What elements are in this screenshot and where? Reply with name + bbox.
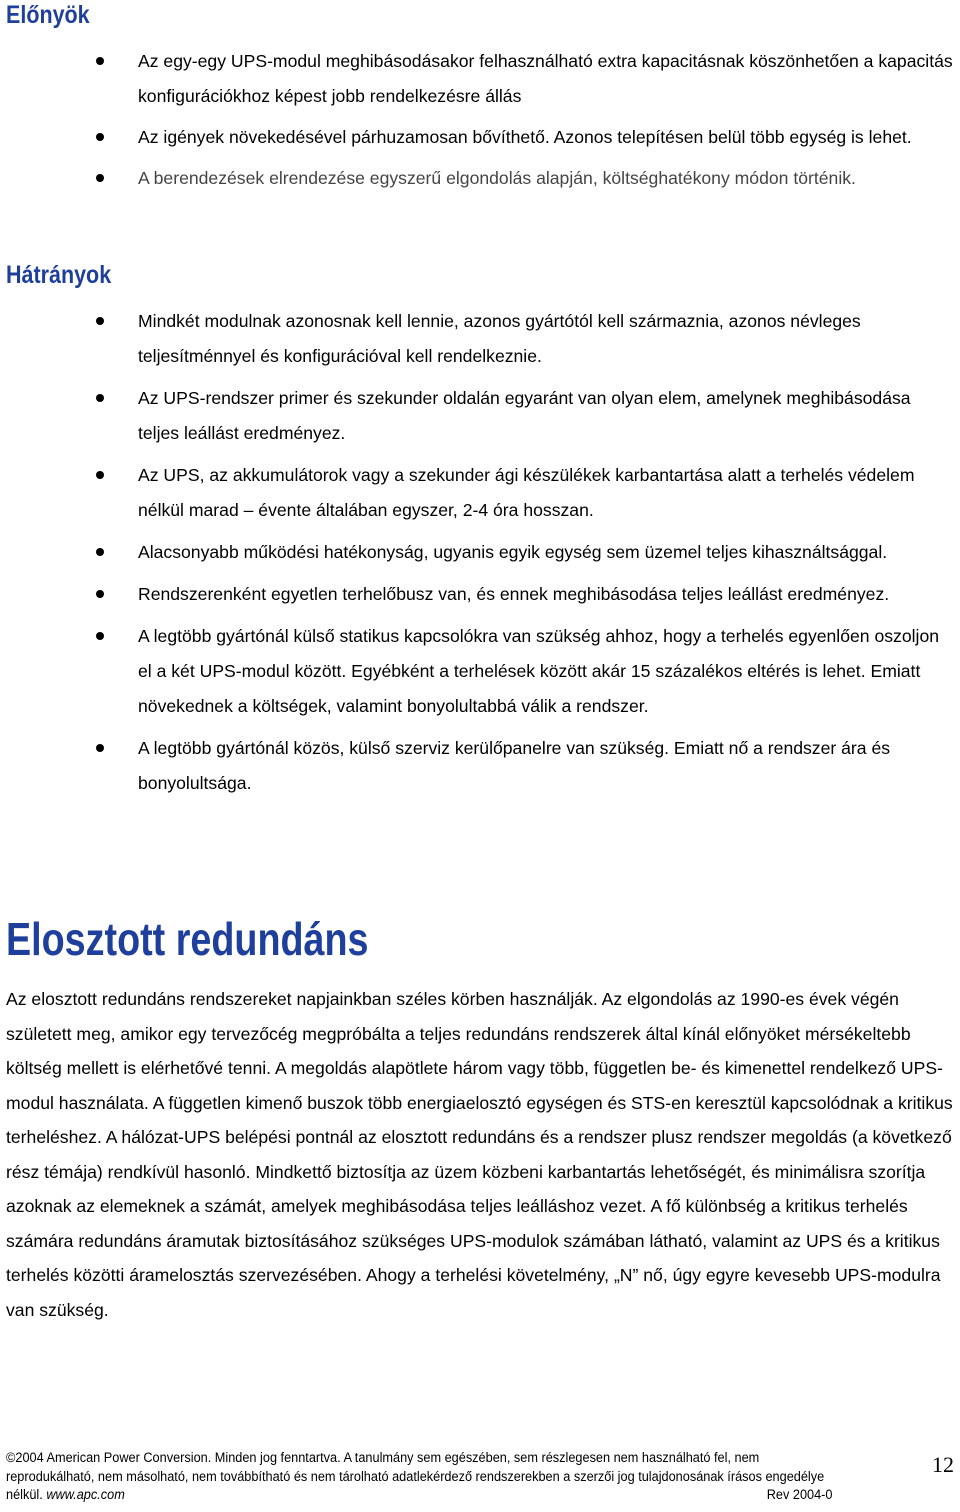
bullet-icon bbox=[96, 174, 104, 182]
bullet-icon bbox=[96, 632, 104, 640]
section-heading: Elosztott redundáns bbox=[6, 913, 369, 965]
bullet-icon bbox=[96, 548, 104, 556]
list-item bbox=[0, 619, 960, 724]
list-item bbox=[0, 44, 960, 114]
website-link[interactable]: www.apc.com bbox=[46, 1487, 125, 1502]
disadvantages-list bbox=[0, 304, 960, 801]
list-item bbox=[0, 458, 960, 528]
advantages-list bbox=[0, 44, 960, 196]
copyright-text: 2004 American Power Conversion. Minden jog fenntartva. A tanulmány sem egészében, sem részlegesen nem használható fel, nem reprodukálható, nem másolható, nem továbbítható és nem tárolható adatlekérdező rendszerekben a szerzői jog tulajdonosának írásos engedélye nélkül. bbox=[6, 1450, 825, 1502]
bullet-icon bbox=[96, 744, 104, 752]
bullet-icon bbox=[96, 394, 104, 402]
bullet-icon bbox=[96, 57, 104, 65]
list-item-text: A legtöbb gyártónál közös, külső szerviz kerülőpanelre van szükség. Emiatt nő a rendszer ára és bonyolultsága. bbox=[138, 738, 891, 793]
disadvantages-heading: Hátrányok bbox=[6, 261, 112, 289]
list-item bbox=[0, 577, 960, 612]
bullet-icon bbox=[96, 133, 104, 141]
list-item bbox=[0, 381, 960, 451]
list-item-text: Az egy-egy UPS-modul meghibásodásakor felhasználható extra kapacitásnak köszönhetően a kapacitás konfigurációkhoz képest jobb rendelkezésre állás bbox=[138, 51, 953, 106]
list-item-text: A legtöbb gyártónál külső statikus kapcsolókra van szükség ahhoz, hogy a terhelés egyenlően oszoljon el a két UPS-modul között. Egyébként a terhelések között akár 15 százalékos eltérés is lehet. Emiatt növekednek a költségek, valamint bonyolultabbá válik a rendszer. bbox=[138, 626, 940, 716]
list-item-text: Az UPS, az akkumulátorok vagy a szekunder ági készülékek karbantartása alatt a terhelés védelem nélkül marad – évente általában egyszer, 2-4 óra hosszan. bbox=[138, 465, 915, 520]
list-item-text: Az UPS-rendszer primer és szekunder oldalán egyaránt van olyan elem, amelynek meghibásodása teljes leállást eredményez. bbox=[138, 388, 911, 443]
bullet-icon bbox=[96, 471, 104, 479]
advantages-heading: Előnyök bbox=[6, 1, 90, 29]
list-item-text: Az igények növekedésével párhuzamosan bővíthető. Azonos telepítésen belül több egység is lehet. bbox=[138, 127, 912, 147]
list-item bbox=[0, 161, 960, 196]
list-item-text: Rendszerenként egyetlen terhelőbusz van, és ennek meghibásodása teljes leállást eredményez. bbox=[138, 584, 890, 604]
list-item bbox=[0, 535, 960, 570]
revision-text: Rev 2004-0 bbox=[766, 1487, 833, 1502]
list-item bbox=[0, 120, 960, 155]
bullet-icon bbox=[96, 590, 104, 598]
list-item bbox=[0, 304, 960, 374]
list-item bbox=[0, 731, 960, 801]
bullet-icon bbox=[96, 317, 104, 325]
list-item-text: A berendezések elrendezése egyszerű elgondolás alapján, költséghatékony módon történik. bbox=[138, 168, 856, 188]
page-number: 12 bbox=[932, 1452, 954, 1477]
list-item-text: Alacsonyabb működési hatékonyság, ugyanis egyik egység sem üzemel teljes kihasználtsággal. bbox=[138, 542, 888, 562]
footer bbox=[6, 1449, 833, 1505]
body-paragraph: Az elosztott redundáns rendszereket napjainkban széles körben használják. Az elgondolás az 1990-es évek végén született meg, amikor egy tervezőcég megpróbálta a teljes redundáns rendszerek által kínál előnyöket mérsékeltebb költség mellett is elérhetővé tenni. A megoldás alapötlete három vagy több, független be- és kimenettel rendelkező UPS-modul használata. A független kimenő buszok több energiaelosztó egységen és STS-en keresztül kapcsolódnak a kritikus terheléshez. A hálózat-UPS belépési pontnál az elosztott redundáns és a rendszer plusz rendszer megoldás (a következő rész témája) rendkívül hasonló. Mindkettő biztosítja az üzem közbeni karbantartás lehetőségét, és minimálisra szorítja azoknak az elemeknek a számát, amelyek meghibásodása teljes leálláshoz vezet. A fő különbség a kritikus terhelés számára redundáns áramutak biztosításához szükséges UPS-modulok számában látható, valamint az UPS és a kritikus terhelés közötti áramelosztás szervezésében. Ahogy a terhelési követelmény, „N” nő, úgy egyre kevesebb UPS-modulra van szükség. bbox=[6, 989, 953, 1320]
copyright-icon: © bbox=[6, 1450, 16, 1465]
list-item-text: Mindkét modulnak azonosnak kell lennie, azonos gyártótól kell származnia, azonos névleges teljesítménnyel és konfigurációval kell rendelkeznie. bbox=[138, 311, 861, 366]
